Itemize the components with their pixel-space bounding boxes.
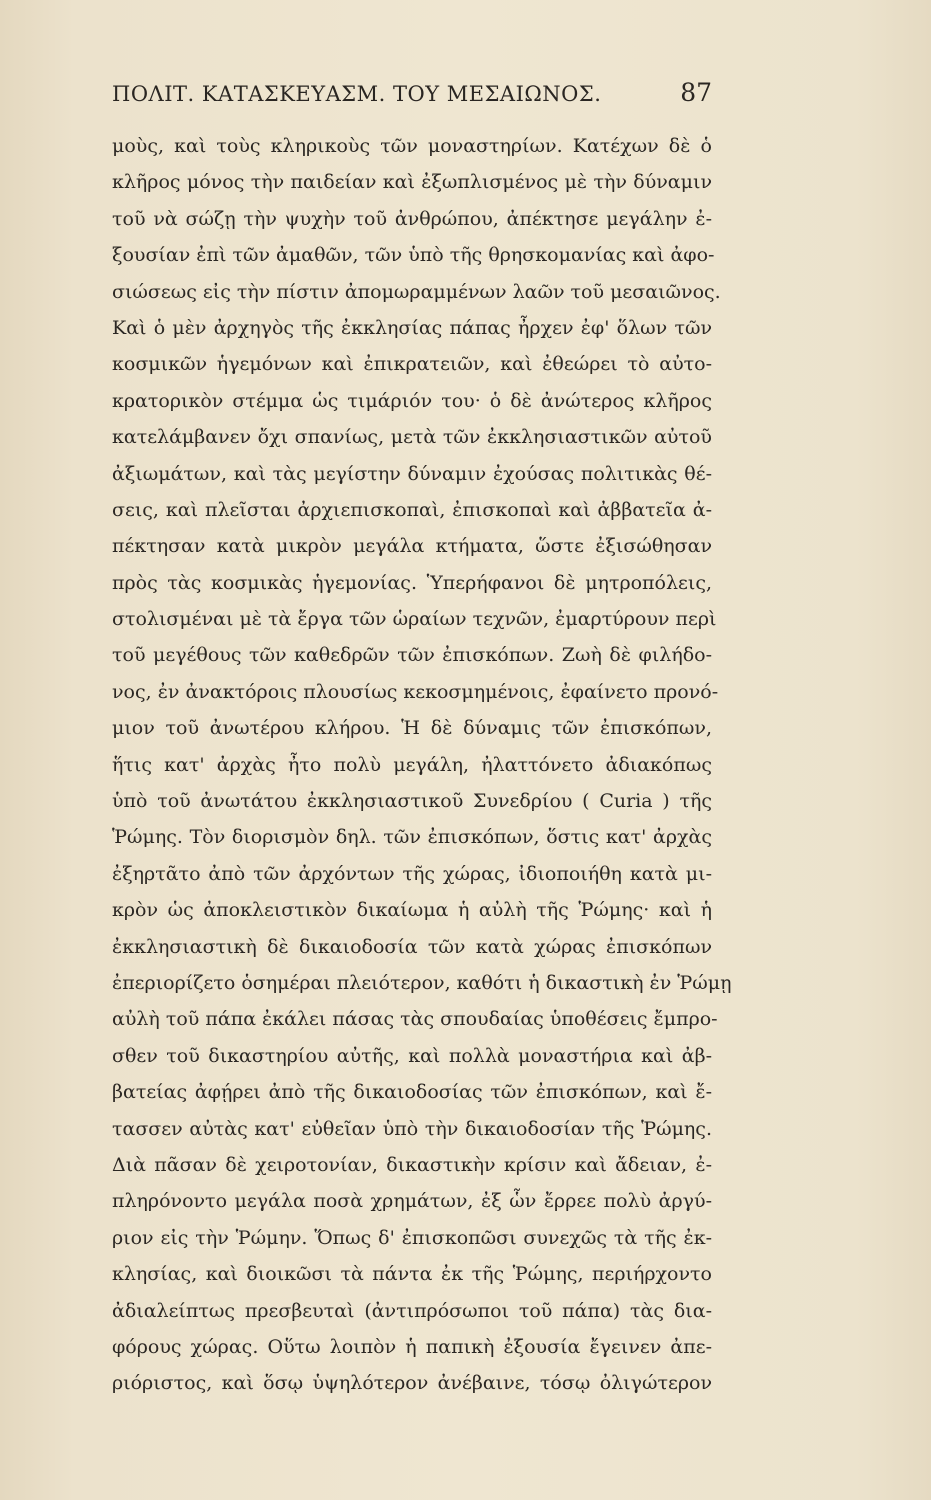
running-title: ΠΟΛΙΤ. ΚΑΤΑΣΚΕΥΑΣΜ. ΤΟΥ ΜΕΣΑΙΩΝΟΣ. [112, 82, 602, 106]
text-line: Ῥώμης. Τὸν διορισμὸν δηλ. τῶν ἐπισκόπων, ὅστις κατ' ἀρχὰς [112, 826, 712, 849]
text-line: σθεν τοῦ δικαστηρίου αὐτῆς, καὶ πολλὰ μοναστήρια καὶ ἀβ- [112, 1044, 712, 1067]
text-line: κατελάμβανεν ὄχι σπανίως, μετὰ τῶν ἐκκλησιαστικῶν αὐτοῦ [112, 426, 712, 449]
body-text [112, 128, 732, 1402]
text-line: ξουσίαν ἐπὶ τῶν ἀμαθῶν, τῶν ὑπὸ τῆς θρησκομανίας καὶ ἀφο- [112, 244, 715, 267]
text-line: κρὸν ὡς ἀποκλειστικὸν δικαίωμα ἡ αὐλὴ τῆς Ῥώμης· καὶ ἡ [112, 899, 712, 922]
text-line: αὐλὴ τοῦ πάπα ἐκάλει πάσας τὰς σπουδαίας ὑποθέσεις ἔμπρο- [112, 1008, 718, 1031]
text-line: Διὰ πᾶσαν δὲ χειροτονίαν, δικαστικὴν κρίσιν καὶ ἄδειαν, ἐ- [112, 1153, 712, 1176]
text-line: κλῆρος μόνος τὴν παιδείαν καὶ ἐξωπλισμένος μὲ τὴν δύναμιν [112, 171, 712, 194]
text-line: μιον τοῦ ἀνωτέρου κλήρου. Ἡ δὲ δύναμις τῶν ἐπισκόπων, [112, 717, 712, 740]
text-line: τοῦ νὰ σώζῃ τὴν ψυχὴν τοῦ ἀνθρώπου, ἀπέκτησε μεγάλην ἐ- [112, 207, 712, 230]
text-line: πληρόνοντο μεγάλα ποσὰ χρημάτων, ἐξ ὧν ἔρρεε πολὺ ἀργύ- [112, 1190, 712, 1213]
text-line: Καὶ ὁ μὲν ἀρχηγὸς τῆς ἐκκλησίας πάπας ἦρχεν ἐφ' ὅλων τῶν [112, 316, 712, 339]
text-line: βατείας ἀφῄρει ἀπὸ τῆς δικαιοδοσίας τῶν ἐπισκόπων, καὶ ἔ- [112, 1081, 712, 1104]
text-line: σιώσεως εἰς τὴν πίστιν ἀπομωραμμένων λαῶν τοῦ μεσαιῶνος. [112, 280, 721, 303]
text-line: σεις, καὶ πλεῖσται ἀρχιεπισκοπαὶ, ἐπισκοπαὶ καὶ ἀββατεῖα ἀ- [112, 498, 712, 521]
text-line: ἐκκλησιαστικὴ δὲ δικαιοδοσία τῶν κατὰ χώρας ἐπισκόπων [112, 935, 712, 958]
text-line: κλησίας, καὶ διοικῶσι τὰ πάντα ἐκ τῆς Ῥώμης, περιήρχοντο [112, 1263, 712, 1286]
text-line: ριόριστος, καὶ ὅσῳ ὑψηλότερον ἀνέβαινε, τόσῳ ὀλιγώτερον [112, 1372, 712, 1395]
text-line: νος, ἐν ἀνακτόροις πλουσίως κεκοσμημένοις, ἐφαίνετο προνό- [112, 680, 719, 703]
text-line: ἥτις κατ' ἀρχὰς ἦτο πολὺ μεγάλη, ἠλαττόνετο ἀδιακόπως [112, 753, 712, 776]
text-line: φόρους χώρας. Οὕτω λοιπὸν ἡ παπικὴ ἐξουσία ἔγεινεν ἀπε- [112, 1335, 712, 1358]
text-line: τασσεν αὐτὰς κατ' εὐθεῖαν ὑπὸ τὴν δικαιοδοσίαν τῆς Ῥώμης. [112, 1117, 712, 1140]
text-line: πρὸς τὰς κοσμικὰς ἡγεμονίας. Ὑπερήφανοι δὲ μητροπόλεις, [112, 571, 712, 594]
text-line: ἀξιωμάτων, καὶ τὰς μεγίστην δύναμιν ἐχούσας πολιτικὰς θέ- [112, 462, 712, 485]
text-line: ἐπεριορίζετο ὁσημέραι πλειότερον, καθότι ἡ δικαστικὴ ἐν Ῥώμῃ [112, 971, 732, 994]
text-line: ἀδιαλείπτως πρεσβευταὶ (ἀντιπρόσωποι τοῦ πάπα) τὰς δια- [112, 1299, 712, 1322]
text-line: κρατορικὸν στέμμα ὡς τιμάριόν του· ὁ δὲ ἀνώτερος κλῆρος [112, 389, 712, 412]
page-number: 87 [680, 78, 712, 107]
text-line: μοὺς, καὶ τοὺς κληρικοὺς τῶν μοναστηρίων. Κατέχων δὲ ὁ [112, 135, 712, 157]
page-header [112, 78, 712, 116]
text-line: πέκτησαν κατὰ μικρὸν μεγάλα κτήματα, ὥστε ἐξισώθησαν [112, 535, 712, 558]
text-line: κοσμικῶν ἡγεμόνων καὶ ἐπικρατειῶν, καὶ ἐθεώρει τὸ αὐτο- [112, 353, 712, 376]
text-line: ὑπὸ τοῦ ἀνωτάτου ἐκκλησιαστικοῦ Συνεδρίου ( Curia ) τῆς [112, 790, 712, 813]
text-line: στολισμέναι μὲ τὰ ἔργα τῶν ὡραίων τεχνῶν, ἐμαρτύρουν περὶ [112, 608, 717, 631]
text-line: τοῦ μεγέθους τῶν καθεδρῶν τῶν ἐπισκόπων. Ζωὴ δὲ φιλήδο- [112, 644, 712, 667]
text-line: ριον εἰς τὴν Ῥώμην. Ὅπως δ' ἐπισκοπῶσι συνεχῶς τὰ τῆς ἐκ- [112, 1226, 712, 1249]
text-line: ἐξηρτᾶτο ἀπὸ τῶν ἀρχόντων τῆς χώρας, ἰδιοποιήθη κατὰ μι- [112, 862, 712, 885]
